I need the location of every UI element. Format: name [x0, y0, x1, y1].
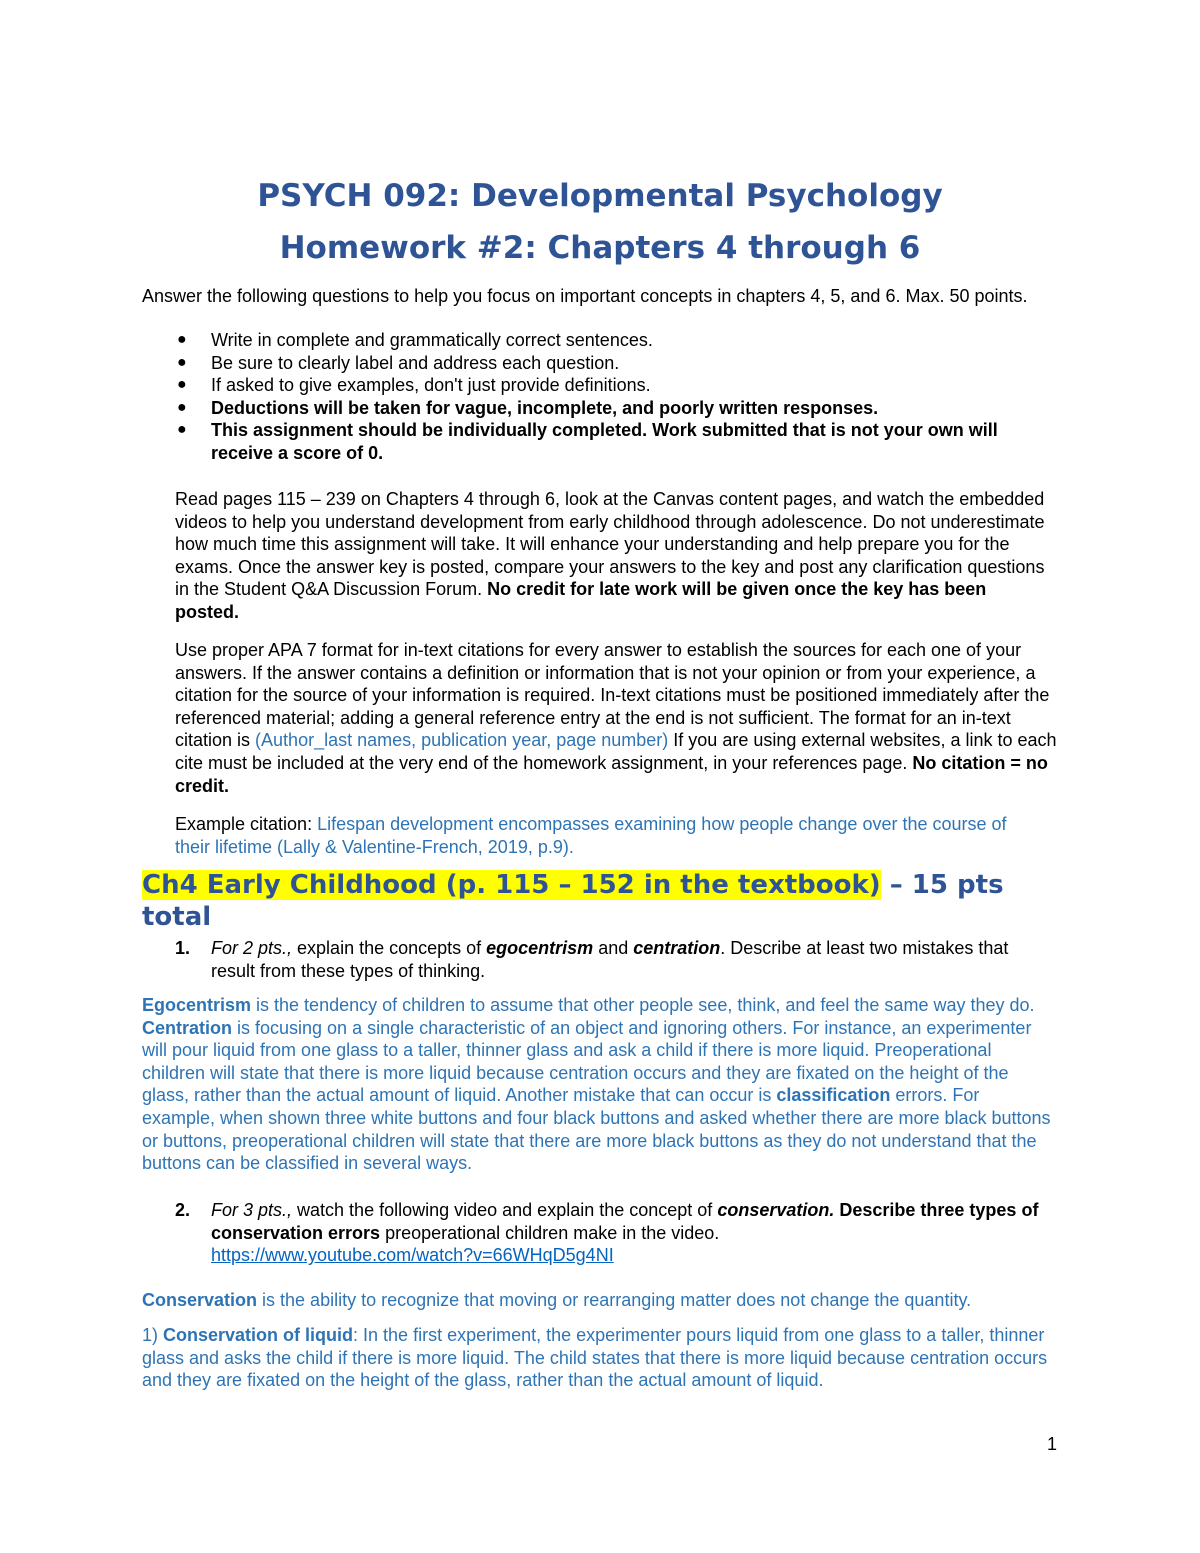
example-text: Lifespan development encompasses examining how people change over the course of their lifetime (Lally & Valentine-French, 2019, p.9). — [175, 814, 1007, 857]
reading-paragraph — [175, 488, 1045, 624]
answer-term: Centration — [142, 1017, 232, 1038]
apa-text-2: If you are using external websites, a link to each cite must be included at the very end of the homework assignment, in your references page. — [175, 730, 1057, 773]
instruction-list — [175, 329, 1075, 465]
question-text: and — [593, 938, 634, 958]
answer-1 — [142, 994, 1057, 1175]
reading-text: Read pages 115 – 239 on Chapters 4 through 6, look at the Canvas content pages, and watch the embedded videos to help you understand development from early childhood through adolescence. Do not underestimate how much time this assignment will take. It will enhance your understanding and help prepare you for the exams. Once the answer key is posted, compare your answers to the key and post any clarification questions in the Student Q&A Discussion Forum. — [175, 489, 1045, 600]
bullet-icon: ● — [177, 353, 187, 371]
answer-text: errors. For example, when shown three white buttons and four black buttons and asked whether there are more black buttons or buttons, preoperational children will state that there are more black buttons as they do not understand that the buttons can be classified in several ways. — [142, 1085, 1051, 1174]
answer-index: 1) — [142, 1325, 164, 1345]
answer-3 — [142, 1324, 1062, 1392]
instruction-text: This assignment should be individually completed. Work submitted that is not your own will receive a score of 0. — [211, 420, 998, 463]
section-heading — [142, 869, 1042, 933]
question-text: . Describe at least two mistakes that result from these types of thinking. — [211, 938, 1009, 981]
intro-paragraph: Answer the following questions to help you focus on important concepts in chapters 4, 5, and 6. Max. 50 points. — [142, 286, 1028, 306]
section-heading-points: – 15 pts total — [142, 870, 1004, 932]
citation-format: (Author_last names, publication year, page number) — [255, 730, 669, 751]
question-1 — [175, 937, 1055, 982]
bullet-icon: ● — [177, 376, 187, 394]
answer-term: Conservation — [142, 1290, 258, 1310]
term-egocentrism: egocentrism — [486, 938, 594, 958]
apa-text: Use proper APA 7 format for in-text citations for every answer to establish the sources for each one of your answers. If the answer contains a definition or information that is not your opinion or from your experience, a citation for the source of your information is required. In-text citations must be positioned immediately after the referenced material; adding a general reference entry at the end is not sufficient. The format for an in-text citation is — [175, 640, 1050, 751]
late-work-notice: No credit for late work will be given once the key has been posted. — [175, 579, 987, 622]
question-2 — [175, 1199, 1055, 1267]
bullet-icon: ● — [177, 421, 187, 439]
example-citation — [175, 813, 1035, 858]
answer-term: Egocentrism — [142, 995, 252, 1015]
question-number: 1. — [175, 938, 191, 958]
course-title: PSYCH 092: Developmental Psychology — [257, 178, 943, 214]
page-number: 1 — [1047, 1434, 1058, 1454]
question-emphasis: Describe three types of conservation errors — [211, 1200, 1039, 1243]
answer-text: is the ability to recognize that moving or rearranging matter does not change the quantity. — [257, 1290, 972, 1310]
answer-text: is focusing on a single characteristic of an object and ignoring others. For instance, an experimenter will pour liquid from one glass to a taller, thinner glass and ask a child if there is more liquid. Preoperational children will state that there is more liquid because centration occurs and they are fixated on the height of the glass, rather than the actual amount of liquid. Another mistake that can occur is — [142, 1017, 1032, 1106]
answer-text: : In the first experiment, the experimenter pours liquid from one glass to a taller, thinner glass and asks the child if there is more liquid. The child states that there is more liquid because centration occurs and they are fixated on the height of the glass, rather than the actual amount of liquid. — [142, 1325, 1048, 1391]
answer-term: classification — [776, 1085, 891, 1106]
example-label: Example citation: — [175, 814, 318, 834]
answer-2 — [142, 1289, 1057, 1312]
instruction-text: Deductions will be taken for vague, incomplete, and poorly written responses. — [211, 397, 879, 418]
video-link[interactable]: https://www.youtube.com/watch?v=66WHqD5g4NI — [211, 1245, 614, 1266]
instruction-item — [175, 352, 1075, 375]
question-text: watch the following video and explain the concept of — [292, 1200, 718, 1220]
homework-title: Homework #2: Chapters 4 through 6 — [279, 230, 921, 266]
question-number: 2. — [175, 1200, 191, 1220]
bullet-icon: ● — [177, 331, 187, 348]
term-centration: centration — [633, 938, 721, 958]
question-points: For 2 pts., — [211, 938, 293, 958]
question-text: explain the concepts of — [292, 938, 487, 958]
question-item — [175, 1199, 1055, 1267]
question-text: preoperational children make in the video. — [380, 1222, 720, 1243]
instruction-item — [175, 397, 1075, 420]
term-conservation: conservation. — [717, 1200, 835, 1220]
instruction-item — [175, 419, 1041, 464]
bullet-icon: ● — [177, 398, 187, 416]
answer-text: is the tendency of children to assume that other people see, think, and feel the same way they do. — [251, 995, 1035, 1015]
answer-term: Conservation of liquid — [163, 1325, 354, 1345]
instruction-text: If asked to give examples, don't just provide definitions. — [211, 375, 651, 396]
apa-paragraph — [175, 639, 1070, 797]
instruction-text: Write in complete and grammatically correct sentences. — [211, 330, 653, 350]
instruction-item — [175, 329, 1075, 352]
question-points: For 3 pts., — [211, 1200, 293, 1220]
instruction-text: Be sure to clearly label and address each question. — [211, 352, 620, 373]
citation-notice: No citation = no credit. — [175, 752, 1048, 796]
section-heading-highlight: Ch4 Early Childhood (p. 115 – 152 in the textbook) — [142, 870, 881, 900]
question-item — [175, 937, 1055, 982]
instruction-item — [175, 374, 1075, 397]
